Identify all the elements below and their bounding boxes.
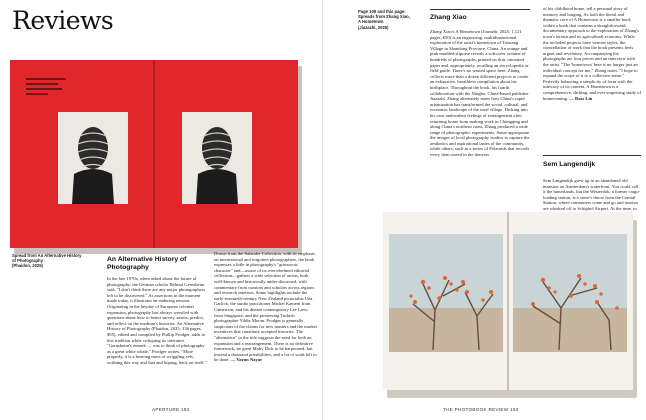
caption-lead: Page 109 and this page: Spreads from Zhang Xiao, A Hometown	[358, 9, 410, 25]
author-signoff: — Varun Nayar	[230, 357, 263, 363]
caption-lead: Spread from An Alternative History of Photography	[12, 253, 82, 264]
folio-right: THE PHOTOBOOK REVIEW 193	[443, 407, 519, 412]
review-column-2-text: of his childhood home, tell a personal story of memory and longing. As both the literal and thematic core of A Hometown is a smaller book within a book that contains a straightforward, documentary approach to the exploration of Zhang's town's terrain and its agricultural economy. While the included projects have various styles, the constellation of work that the book presents feels urgent and revelatory. Accompanying the photographs are four pieces and an interview with the artist. "The 'hometown' here is no longer just an individual concept for me," Zhang notes. "I hope to expand the scope of it to a collective sense." Perfectly balancing a simplicity of form with the intricacy of its content, A Hometown is a comprehensive, shifting, and ever-surprising study of homecoming.	[543, 6, 642, 101]
veiled-portrait-photo-2	[182, 112, 252, 204]
review-signoff: — Ross Lin	[569, 95, 593, 101]
review-heading-zhang-xiao: Zhang Xiao	[430, 14, 467, 21]
spread-caption-block	[26, 78, 70, 98]
image-caption-right	[358, 9, 410, 30]
caption-detail: (Phaidon, 2025)	[12, 263, 43, 269]
book-spread-image-left	[10, 60, 302, 254]
book-spine	[507, 212, 509, 390]
image-caption-left	[12, 253, 82, 269]
book-spread-image-right	[383, 212, 639, 398]
book-spine	[153, 60, 155, 248]
heading-rule-2	[543, 155, 641, 156]
article-title: An Alternative History of Photography	[107, 256, 187, 271]
review-column-2	[543, 6, 641, 101]
caption-detail: (Jiazazhi, 2025)	[358, 24, 389, 30]
article-column-1: In the late 1970s, when asked about the future of photography, the German scholar Helmut Gernsheim said, "I don't think there are any major photographers left to be discovered." As assertions in the moment made today, it illustrates an enduring tension. Originating in the heyday of European colonial expansion, photography has always wrestled with questions about how to better survey, assess, predict, and reflect on the medium's histories. An Alternative History of Photography (Phaidon, 2025; 336 pages, $95), edited and compiled by Phillip Prodger, adds to this tradition while critiquing its utterance. "Gernsheim's remark … was to think of photography as a great white whale," Prodger writes. "More properly, it is a heaving mass of wriggling eels, writhing this way and that and hoping, back on itself."	[107, 276, 207, 365]
heading-rule	[430, 9, 530, 10]
folio-left: APERTURE 192	[152, 407, 190, 412]
column-2-text: Drawn from the Salander Collection, with its emphasis on international and forgotten photographers, the book expresses a little in photography's "grassroots character" and—aware of its overwhelmed editorial collection—gathers a wide selection of artists, both well-known and historically under-discussed, with commentary from curators and scholars across regions and research interests. Some highlights include the early-twentieth-century New Zealand pictorialist Una Garlick; the studio practitioner Michel Kameni from Cameroon; and his distant contemporary Lee Liew, from Singapore; and the pioneering Turkish photographer Yildiz Moran. Prodger is generally suspicious of the claims for new masters and the market incentives that constitute accepted histories. The "alternative" in the title suggests the need for both an expansion and a rearrangement. There is no definitive framework, no great Moby Dick to be harpooned, but instead a thousand possibilities, and a lot of work left to be done.	[214, 251, 317, 363]
article-column-2	[214, 251, 317, 363]
tree-photo-spread	[383, 212, 633, 390]
section-title: Reviews	[12, 6, 114, 35]
veiled-portrait-photo	[58, 112, 128, 204]
review-column-1: Zhang Xiao's A Hometown (Jiazazhi, 2025; 1,121 pages, €50) is an engrossing, multidimensional exploration of the artist's hometown of Taixiang Village in Shandong Province, China. An orange and pink marbled slipcase reveals a softcover volume of hundreds of photographs, printed on thin, uncoated paper and, appropriately, recalling an encyclopedia or field guide. There's no wasted space here; Zhang collects more than a dozen different projects to create an exhaustive, breathless compilation about his birthplace. Throughout the book, his fourth collaboration with the Ningbo, China-based publisher Jiazazhi, Zhang alternately notes how China's rapid urbanization has transformed the social, cultural, and economic landscape of the rural village. Dicking into his own ambivalent feelings of estrangement after returning home from making work in Chongqing and along China's northern coast, Zhang produced a wide range of photographic experiments. Some appropriate the images of local photography studios to capture the aesthetics and aspirational tastes of the community, while others, such as a series of Polaroids that records every item stored in the drawers	[430, 29, 530, 158]
review-heading-sem-langendijk: Sem Langendijk	[543, 161, 596, 168]
red-book-spread	[10, 60, 298, 248]
review-2-column: Sem Langendijk grew up in an abandoned old mansion on Amsterdam's waterfront. You could call it the hinterlands, but the Westerdok, a former cargo-loading station, is a stone's throw from the Central Station, where commuters come and go and tourists are whisked off to Schiphol Airport. At the time, in	[543, 178, 641, 211]
page-right	[323, 0, 646, 420]
